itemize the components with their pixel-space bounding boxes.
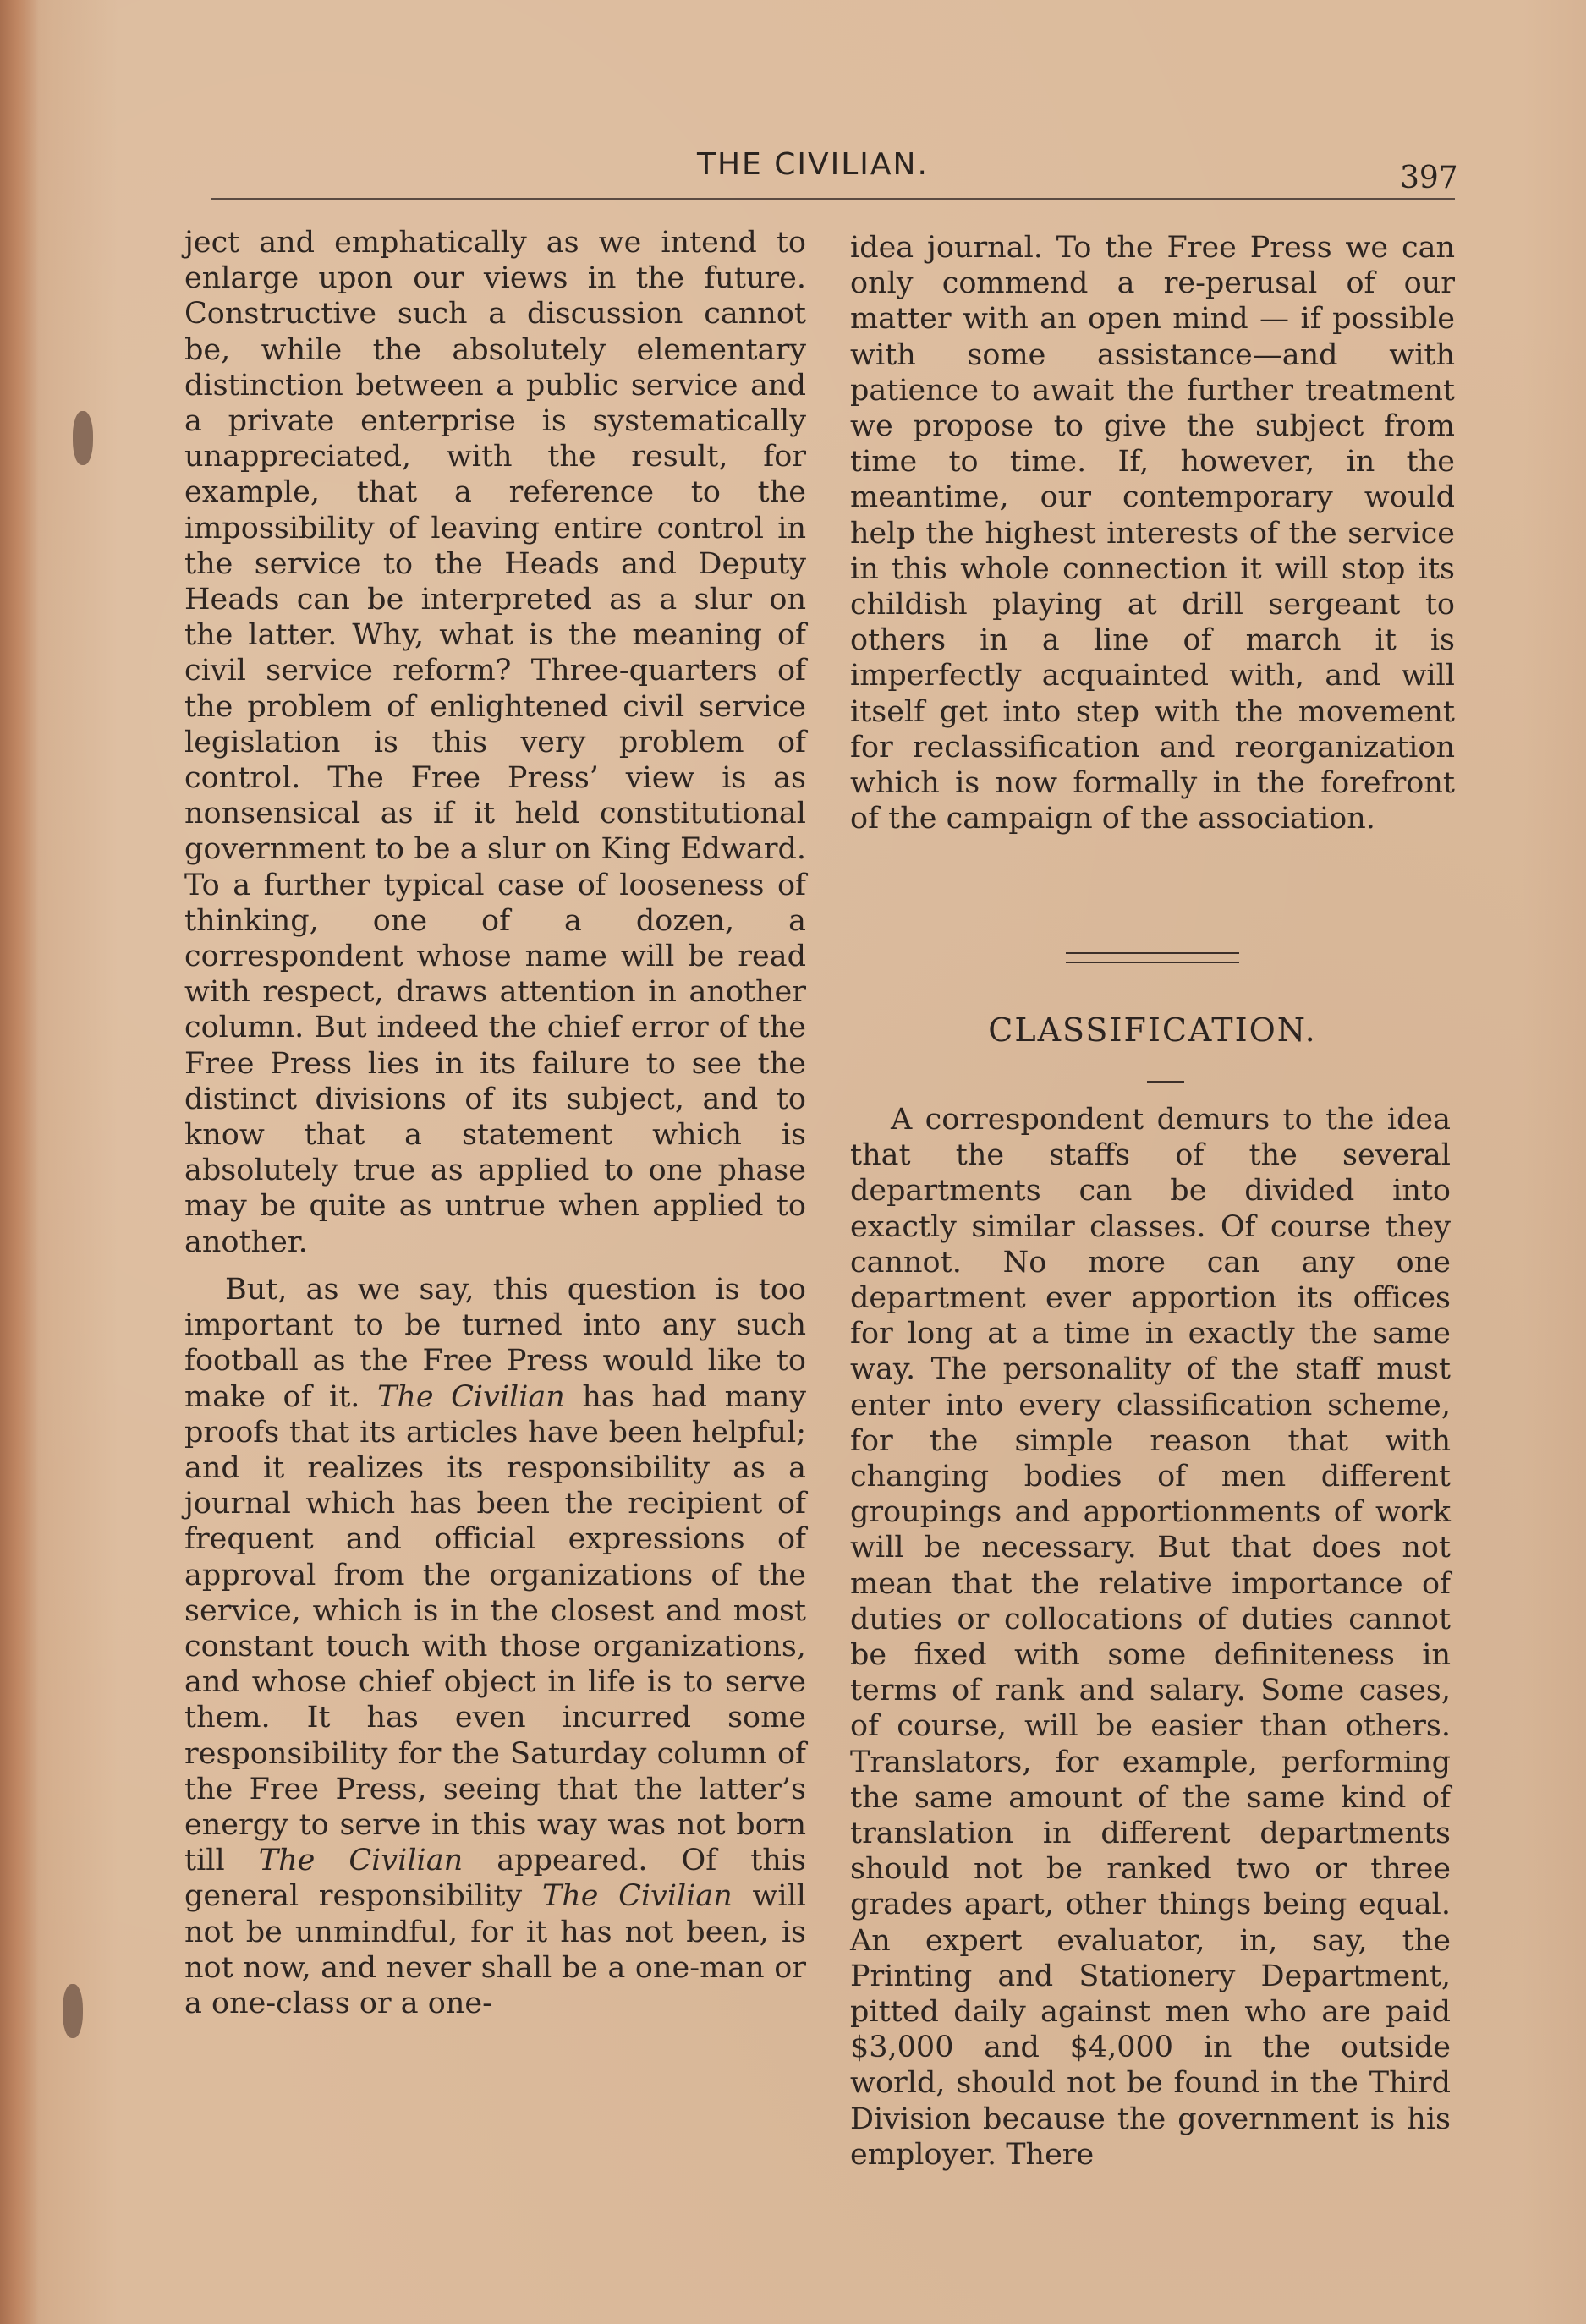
heading-rule bbox=[1147, 1081, 1184, 1083]
journal-name: The Civilian bbox=[376, 1379, 565, 1414]
journal-name: The Civilian bbox=[258, 1844, 464, 1878]
running-title: THE CIVILIAN. bbox=[697, 147, 929, 182]
paragraph-text: appeared. Of this general responsibility bbox=[184, 1844, 806, 1914]
page-header bbox=[211, 142, 1458, 210]
left-paragraph-1: ject and emphatically as we intend to enlarge upon our views in the future. Constructive such a discussion cannot be, while the absolutely elementary distinction between a public service and a private enterprise is systematically unappreciated, with the result, for example, that a reference to the impossibility of leaving entire control in the service to the Heads and Deputy Heads can be interpreted as a slur on the latter. Why, what is the meaning of civil service reform? Three-quarters of the problem of enlightened civil service legislation is this very problem of control. The Free Press’ view is as nonsensical as if it held constitutional government to be a slur on King Edward. To a further typical case of looseness of thinking, one of a dozen, a correspondent whose name will be read with respect, draws attention in another column. But indeed the chief error of the Free Press lies in its failure to see the distinct divisions of its subject, and to know that a statement which is absolutely true as applied to one phase may be quite as untrue when applied to another. bbox=[184, 226, 806, 1259]
paragraph-text: But, as we say, this question is too important to be turned into any such football as the Free Press would like to make of it. bbox=[184, 1272, 806, 1414]
right-paragraph-1: idea journal. To the Free Press we can only commend a re-perusal of our matter with an open mind — if possible with some assistance—and with patience to await the further treatment we propose to give the subject from time to time. If, however, in the meantime, our contemporary would help the highest interests of the service in this whole connection it will stop its childish playing at drill sergeant to others in a line of march it is imperfectly acquainted with, and will itself get into step with the movement for reclassification and reorganization which is now formally in the forefront of the campaign of the association. bbox=[850, 231, 1455, 836]
right-paragraph-2: A correspondent demurs to the idea that the staffs of the several departments can be divided into exactly similar classes. Of course they cannot. No more can any one department ever apportion its offices for long at a time in exactly the same way. The personality of the staff must enter into every classification scheme, for the simple reason that with changing bodies of men different groupings and apportionments of work will be necessary. But that does not mean that the relative importance of duties or collocations of duties cannot be fixed with some definiteness in terms of rank and salary. Some cases, of course, will be easier than others. Translators, for example, performing the same amount of the same kind of translation in different departments should not be ranked two or three grades apart, other things being equal. An expert evaluator, in, say, the Printing and Stationery Department, pitted daily against men who are paid $3,000 and $4,000 in the outside world, should not be found in the Third Division because the government is his employer. There bbox=[850, 1103, 1451, 2172]
section-heading: CLASSIFICATION. bbox=[988, 1011, 1317, 1049]
header-rule bbox=[211, 198, 1455, 200]
page-number: 397 bbox=[1400, 161, 1458, 195]
section-divider bbox=[1066, 952, 1239, 963]
paragraph-text: has had many proofs that its articles have been helpful; and it realizes its responsibility as a journal which has been the recipient of frequent and official expressions of approval from the organizations of the service, which is in the closest and most constant touch with those organizations, and whose chief object in life is to serve them. It has even incurred some responsibility for the Saturday column of the Free Press, seeing that the latter’s energy to serve in this way was not born till bbox=[184, 1379, 806, 1878]
right-column-bottom bbox=[850, 1102, 1451, 2184]
binding-hole-mark bbox=[73, 411, 93, 465]
left-paragraph-2 bbox=[184, 1272, 806, 2021]
binding-hole-mark bbox=[63, 1984, 83, 2038]
page-binding-edge bbox=[0, 0, 39, 2324]
left-column bbox=[184, 225, 806, 2033]
right-column-top bbox=[850, 230, 1455, 848]
paragraph-text: will not be unmindful, for it has not been, is not now, and never shall be a one-man or a one-class or a one- bbox=[184, 1879, 806, 2020]
journal-name: The Civilian bbox=[541, 1879, 733, 1914]
